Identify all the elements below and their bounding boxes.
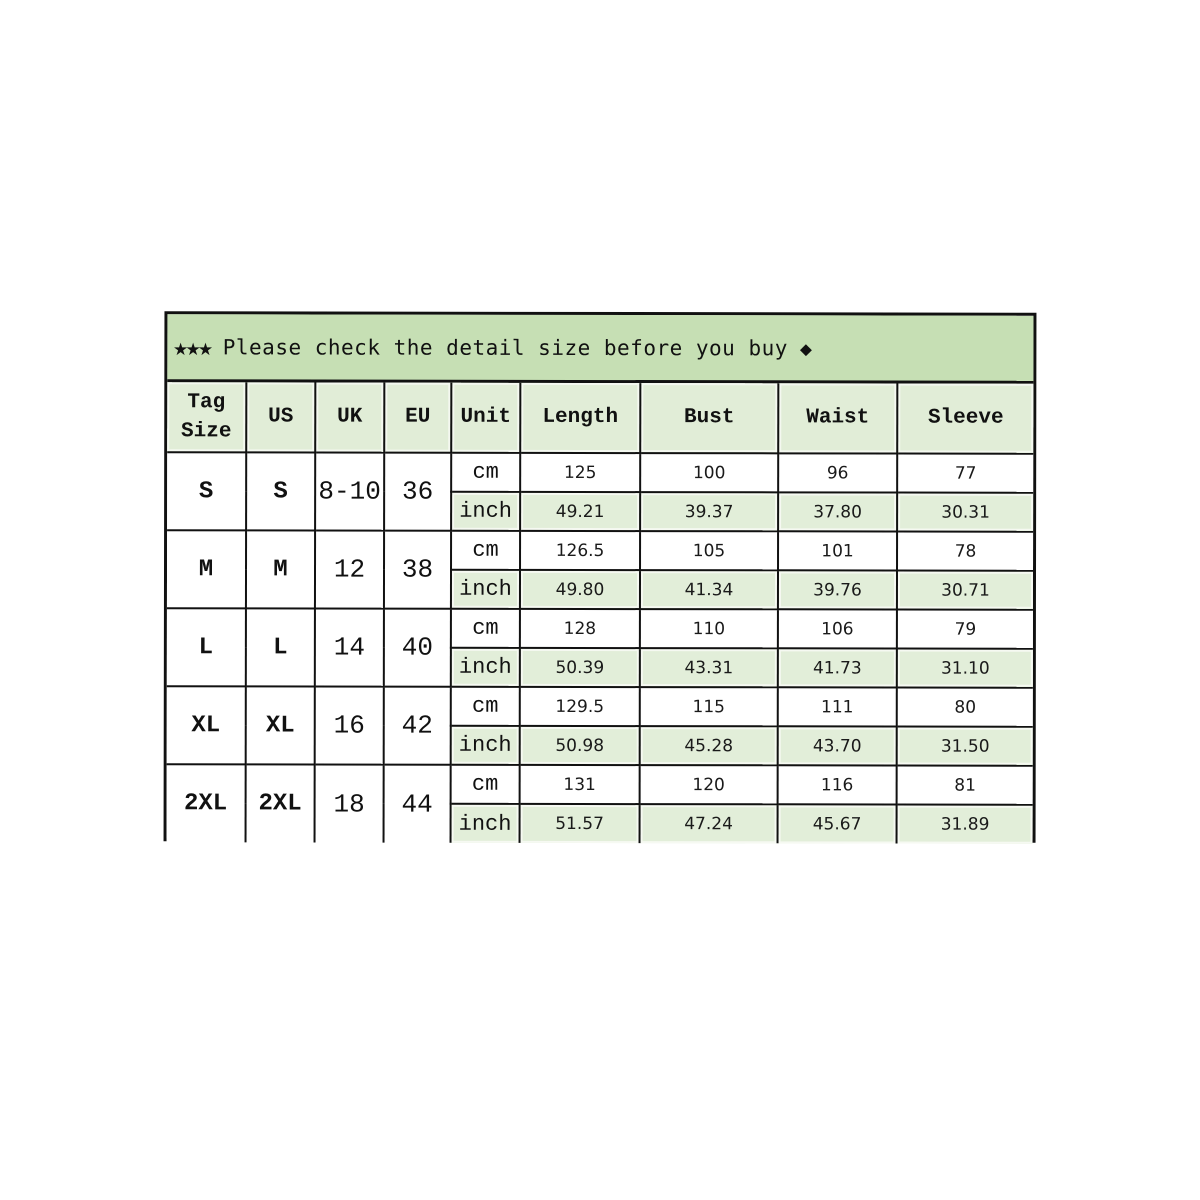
cell-eu: 36 (384, 453, 451, 531)
cell-sleeve-inch: 31.10 (897, 649, 1033, 688)
cell-length-inch: 51.57 (520, 804, 640, 843)
cell-waist-cm: 111 (778, 687, 897, 726)
cell-waist-cm: 101 (778, 531, 897, 570)
cell-unit-cm: cm (451, 453, 520, 492)
table-row-m-cm (167, 530, 1033, 571)
cell-length-cm: 126.5 (520, 531, 640, 570)
cell-eu: 42 (384, 687, 451, 765)
cell-bust-cm: 105 (640, 531, 778, 570)
cell-unit-inch: inch (451, 570, 520, 609)
cell-unit-cm: cm (451, 609, 520, 648)
cell-waist-inch: 43.70 (778, 726, 897, 765)
cell-bust-inch: 41.34 (640, 570, 778, 609)
header-tag-line: Tag (187, 390, 226, 414)
cell-tag: 2XL (167, 764, 246, 842)
cell-unit-inch: inch (451, 726, 520, 765)
cell-sleeve-inch: 31.89 (897, 805, 1033, 844)
table-row-2xl-cm (167, 764, 1033, 805)
size-chart-title (167, 314, 1033, 384)
cell-eu: 44 (384, 765, 451, 843)
cell-sleeve-cm: 80 (897, 688, 1033, 727)
cell-length-cm: 128 (520, 609, 640, 648)
cell-eu: 38 (384, 531, 451, 609)
cell-unit-cm: cm (451, 531, 520, 570)
header-bust: Bust (640, 383, 778, 453)
cell-length-inch: 49.80 (520, 570, 640, 609)
header-waist: Waist (778, 383, 897, 453)
size-rows (167, 452, 1034, 844)
cell-waist-cm: 116 (778, 765, 897, 804)
header-unit: Unit (451, 383, 520, 453)
cell-tag: S (167, 452, 246, 530)
cell-uk: 16 (315, 687, 384, 765)
header-row (167, 382, 1033, 454)
cell-unit-cm: cm (451, 765, 520, 804)
cell-waist-cm: 96 (778, 453, 897, 492)
cell-length-cm: 129.5 (520, 687, 640, 726)
cell-tag: XL (167, 686, 246, 764)
table-row-s-cm (167, 452, 1033, 493)
cell-bust-inch: 47.24 (640, 804, 778, 843)
cell-bust-cm: 120 (640, 765, 778, 804)
cell-us: XL (246, 686, 315, 764)
header-tag-size (167, 382, 246, 452)
cell-waist-inch: 45.67 (778, 804, 897, 843)
cell-us: L (246, 608, 315, 686)
header-size-line: Size (181, 419, 232, 443)
cell-unit-inch: inch (451, 492, 520, 531)
cell-uk: 8-10 (315, 453, 384, 531)
cell-uk: 14 (315, 609, 384, 687)
cell-eu: 40 (384, 609, 451, 687)
cell-length-cm: 125 (520, 453, 640, 492)
header-us: US (246, 382, 315, 452)
cell-uk: 18 (315, 765, 384, 843)
cell-sleeve-inch: 30.71 (897, 571, 1033, 610)
cell-sleeve-cm: 81 (897, 766, 1033, 805)
size-chart (164, 311, 1037, 843)
cell-length-cm: 131 (520, 765, 640, 804)
title-text: Please check the detail size before you buy (222, 334, 788, 360)
cell-waist-inch: 37.80 (778, 492, 897, 531)
cell-length-inch: 50.39 (520, 648, 640, 687)
cell-waist-inch: 39.76 (778, 570, 897, 609)
cell-sleeve-inch: 31.50 (897, 727, 1033, 766)
cell-waist-inch: 41.73 (778, 648, 897, 687)
cell-bust-inch: 39.37 (640, 492, 778, 531)
cell-bust-inch: 45.28 (640, 726, 778, 765)
cell-sleeve-cm: 77 (897, 454, 1033, 493)
cell-bust-inch: 43.31 (640, 648, 778, 687)
cell-us: M (246, 530, 315, 608)
header-length: Length (520, 383, 640, 453)
cell-sleeve-cm: 79 (897, 610, 1033, 649)
cell-bust-cm: 115 (640, 687, 778, 726)
cell-unit-inch: inch (451, 804, 520, 843)
cell-bust-cm: 100 (640, 453, 778, 492)
cell-sleeve-cm: 78 (897, 532, 1033, 571)
cell-us: 2XL (246, 764, 315, 842)
cell-unit-inch: inch (451, 648, 520, 687)
cell-us: S (246, 452, 315, 530)
header-uk: UK (315, 383, 384, 453)
size-table (167, 382, 1034, 844)
cell-tag: M (167, 530, 246, 608)
cell-bust-cm: 110 (640, 609, 778, 648)
cell-length-inch: 49.21 (520, 492, 640, 531)
stars-icon: ★★★ (173, 332, 211, 361)
header-eu: EU (384, 383, 451, 453)
header-sleeve: Sleeve (897, 384, 1033, 454)
cell-unit-cm: cm (451, 687, 520, 726)
diamond-icon: ◆ (799, 335, 813, 360)
cell-sleeve-inch: 30.31 (897, 493, 1033, 532)
cell-waist-cm: 106 (778, 609, 897, 648)
cell-tag: L (167, 608, 246, 686)
table-row-xl-cm (167, 686, 1033, 727)
cell-uk: 12 (315, 531, 384, 609)
table-row-l-cm (167, 608, 1033, 649)
cell-length-inch: 50.98 (520, 726, 640, 765)
